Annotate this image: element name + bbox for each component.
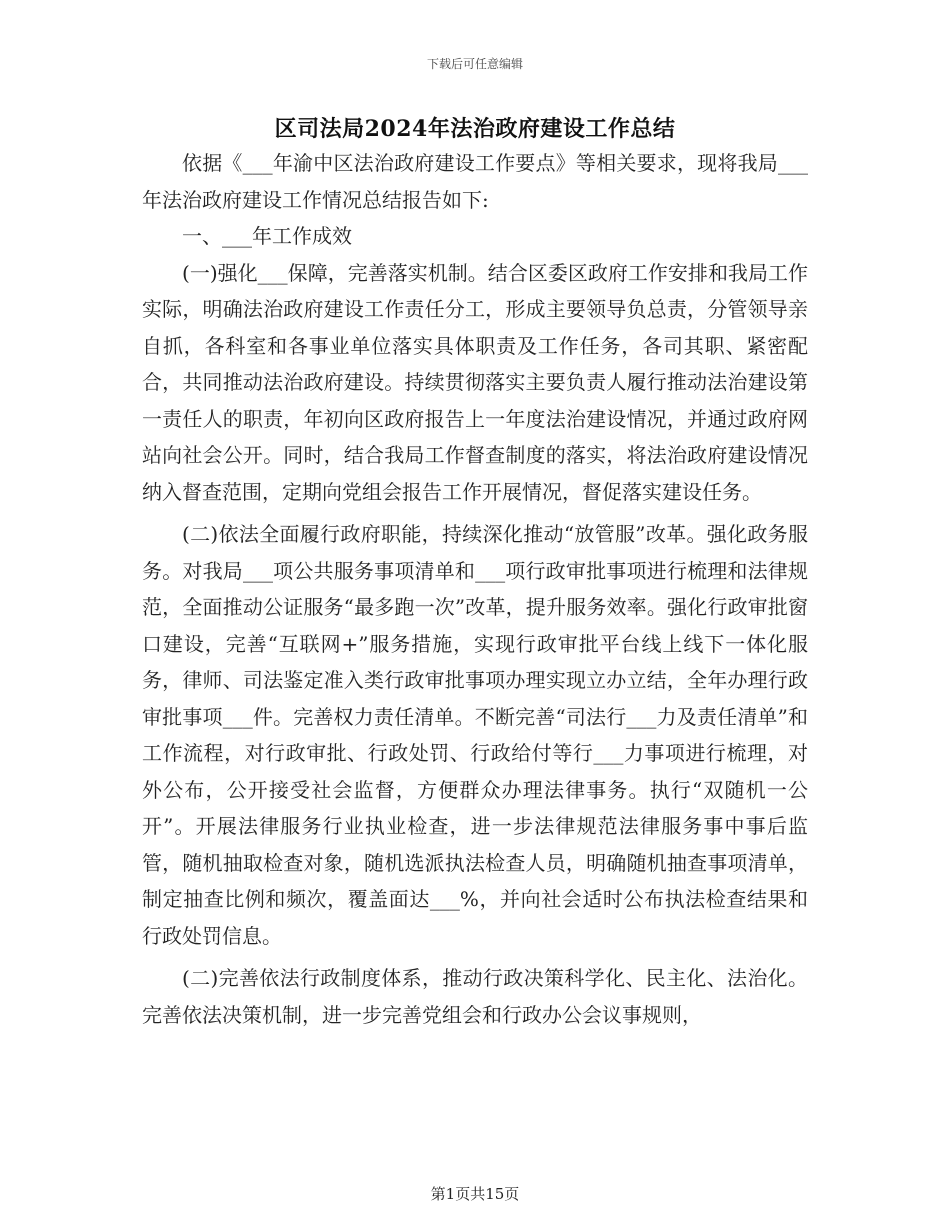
paragraph-3: (二)完善依法行政制度体系，推动行政决策科学化、民主化、法治化。完善依法决策机制，进一步完善党组会和行政办公会议事规则， (142, 966, 808, 1027)
intro-paragraph: 依据《___年渝中区法治政府建设工作要点》等相关要求，现将我局___年法治政府建设工作情况总结报告如下: (142, 151, 808, 212)
download-note: 下载后可任意编辑 (426, 57, 523, 71)
document-title: 区司法局2024年法治政府建设工作总结 (274, 116, 676, 142)
section-heading: 一、___年工作成效 (182, 224, 352, 248)
document-body (142, 145, 808, 1033)
paragraph-2: (二)依法全面履行政府职能，持续深化推动“放管服”改革。强化政务服务。对我局___项公共服务事项清单和___项行政审批事项进行梳理和法律规范，全面推动公证服务“最多跑一次”改革，提升服务效率。强化行政审批窗口建设，完善“互联网+”服务措施，实现行政审批平台线上线下一体化服务，律师、司法鉴定准入类行政审批事项办理实现立办立结，全年办理行政审批事项___件。完善权力责任清单。不断完善“司法行___力及责任清单”和工作流程，对行政审批、行政处罚、行政给付等行___力事项进行梳理，对外公布，公开接受社会监督，方便群众办理法律事务。执行“双随机一公开”。开展法律服务行业执业检查，进一步法律规范法律服务事中事后监管，随机抽取检查对象，随机选派执法检查人员，明确随机抽查事项清单，制定抽查比例和频次，覆盖面达___%，并向社会适时公布执法检查结果和行政处罚信息。 (142, 522, 808, 948)
paragraph-1: (一)强化___保障，完善落实机制。结合区委区政府工作安排和我局工作实际，明确法治政府建设工作责任分工，形成主要领导负总责，分管领导亲自抓，各科室和各事业单位落实具体职责及工作任务，各司其职、紧密配合，共同推动法治政府建设。持续贯彻落实主要负责人履行推动法治建设第一责任人的职责，年初向区政府报告上一年度法治建设情况，并通过政府网站向社会公开。同时，结合我局工作督查制度的落实，将法治政府建设情况纳入督查范围，定期向党组会报告工作开展情况，督促落实建设任务。 (142, 260, 808, 504)
page-footer: 第1页共15页 (430, 1185, 520, 1203)
